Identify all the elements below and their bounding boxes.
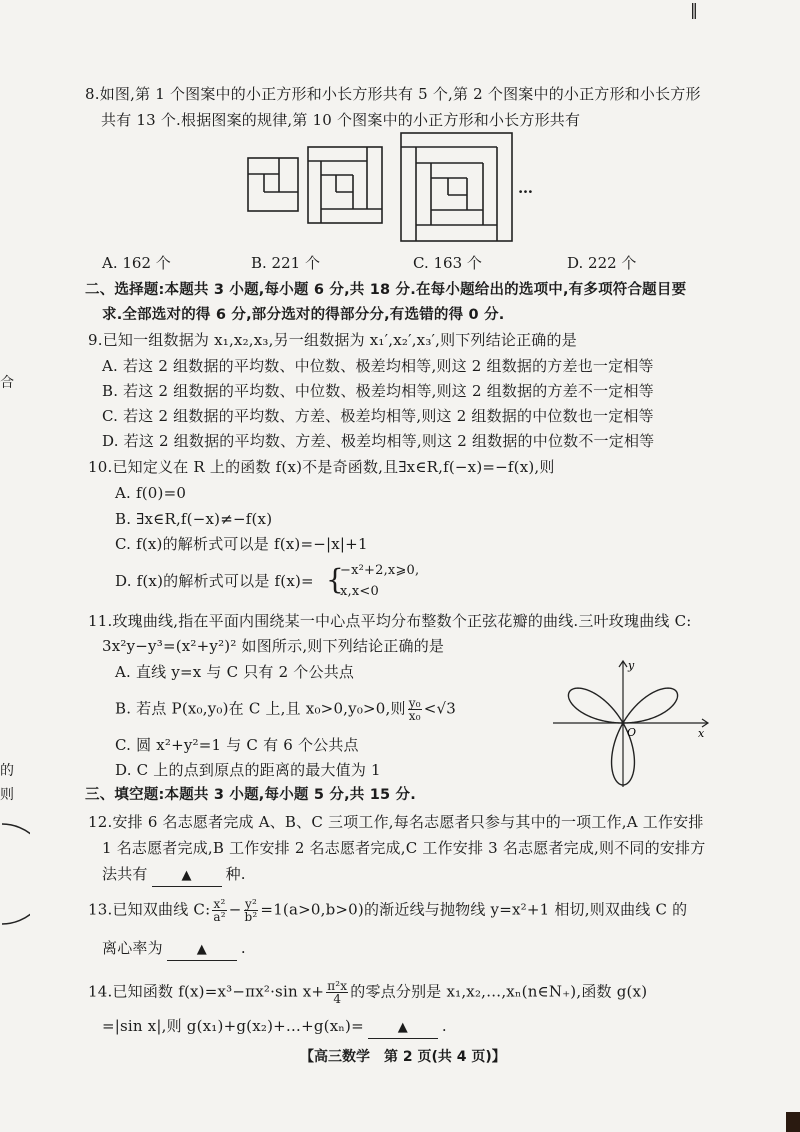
q13-line2 [102,938,246,961]
section3-heading: 三、填空题:本题共 3 小题,每小题 5 分,共 15 分. [85,787,416,803]
q13-post: =1(a>0,b>0)的渐近线与抛物线 y=x²+1 相切,则双曲线 C 的 [260,900,688,919]
q13-answer-triangle: ▲ [196,942,207,957]
margin-char-3: 则 [0,787,14,803]
margin-char-2: 的 [0,763,14,779]
q10-option-d-prefix: D. f(x)的解析式可以是 f(x)= [115,572,314,590]
q12-answer-triangle: ▲ [181,868,192,883]
q13-answer-blank [167,938,237,961]
q14-line2-post: . [441,1017,447,1035]
q10-option-a: A. f(0)=0 [115,484,187,502]
scan-corner-shadow [786,1112,800,1132]
q14-line2 [102,1016,447,1039]
q11-option-c: C. 圆 x²+y²=1 与 C 有 6 个公共点 [115,736,359,754]
q9-stem: 9.已知一组数据为 x₁,x₂,x₃,另一组数据为 x₁′,x₂′,x₃′,则下列结论正确的是 [88,331,577,349]
q14-frac-numerator: π²x [327,979,348,993]
q13-line1 [88,898,687,923]
q11-option-a: A. 直线 y=x 与 C 只有 2 个公共点 [115,663,355,681]
q11-rose-curve-graph [548,655,718,795]
q11-option-b-post: <√3 [423,699,457,718]
q8-option-a: A. 162 个 [102,254,171,272]
q12-line3 [102,864,246,887]
q10-option-c: C. f(x)的解析式可以是 f(x)=−|x|+1 [115,535,368,553]
q14-line2-pre: =|sin x|,则 g(x₁)+g(x₂)+…+g(xₙ)= [102,1017,364,1035]
q10-option-d-case2: x,x<0 [340,584,379,599]
q9-option-c: C. 若这 2 组数据的平均数、方差、极差均相等,则这 2 组数据的中位数也一定相等 [102,407,654,425]
q13-f1-denominator: a² [213,910,226,924]
q12-answer-blank [152,864,222,887]
q13-minus: − [228,900,242,919]
pattern-2 [308,147,382,223]
q11-fraction-numerator: y₀ [408,696,421,710]
q10-stem: 10.已知定义在 R 上的函数 f(x)不是奇函数,且∃x∈R,f(−x)=−f(x),则 [88,458,555,476]
y-axis-label: y [628,659,635,672]
q8-option-c: C. 163 个 [413,254,482,272]
q8-option-d: D. 222 个 [567,254,637,272]
pattern-1 [248,158,298,211]
q12-line3-pre: 法共有 [102,865,148,883]
q13-f2-denominator: b² [244,910,258,924]
q11-option-b [115,697,456,722]
q9-option-d: D. 若这 2 组数据的平均数、方差、极差均相等,则这 2 组数据的中位数不一定相等 [102,432,655,450]
q14-fraction [326,980,348,1005]
q11-option-b-pre: B. 若点 P(x₀,y₀)在 C 上,且 x₀>0,y₀>0,则 [115,699,406,718]
margin-arc-fragment [0,820,30,930]
q10-option-d-case1: −x²+2,x⩾0, [340,563,420,578]
q13-line2-pre: 离心率为 [102,939,163,957]
q8-pattern-figure [245,130,545,245]
q14-answer-triangle: ▲ [397,1020,408,1035]
q13-f1-numerator: x² [213,897,226,911]
q13-line2-post: . [240,939,246,957]
q10-option-b: B. ∃x∈R,f(−x)≠−f(x) [115,510,273,528]
q8-line1: 8.如图,第 1 个图案中的小正方形和小长方形共有 5 个,第 2 个图案中的小正方形和小长方形 [85,85,701,103]
q11-option-b-fraction [408,697,422,722]
page-footer: 【高三数学 第 2 页(共 4 页)】 [300,1049,506,1065]
section2-heading-line1: 二、选择题:本题共 3 小题,每小题 6 分,共 18 分.在每小题给出的选项中,有多项符合题目要 [85,282,687,298]
q13-f2-numerator: y² [244,897,257,911]
q12-line2: 1 名志愿者完成,B 工作安排 2 名志愿者完成,C 工作安排 3 名志愿者完成,则不同的安排方 [102,839,706,857]
q11-fraction-denominator: x₀ [408,709,421,723]
q9-option-b: B. 若这 2 组数据的平均数、中位数、极差均相等,则这 2 组数据的方差不一定相等 [102,382,654,400]
q12-line1: 12.安排 6 名志愿者完成 A、B、C 三项工作,每名志愿者只参与其中的一项工作,A 工作安排 [88,813,704,831]
q14-answer-blank [368,1016,438,1039]
q10-piecewise-brace: { [326,563,345,596]
pattern-3 [401,133,512,241]
q12-line3-post: 种. [225,865,246,883]
q8-line2: 共有 13 个.根据图案的规律,第 10 个图案中的小正方形和小长方形共有 [101,111,581,129]
q14-pre: 14.已知函数 f(x)=x³−πx²·sin x+ [88,982,325,1001]
q8-option-b: B. 221 个 [251,254,320,272]
q14-line1 [88,980,647,1005]
q11-option-d: D. C 上的点到原点的距离的最大值为 1 [115,761,381,779]
q14-post: 的零点分别是 x₁,x₂,…,xₙ(n∈N₊),函数 g(x) [350,982,648,1001]
q11-line1: 11.玫瑰曲线,指在平面内围绕某一中心点平均分布整数个正弦花瓣的曲线.三叶玫瑰曲线 C: [88,612,692,630]
q9-option-a: A. 若这 2 组数据的平均数、中位数、极差均相等,则这 2 组数据的方差也一定相等 [102,357,654,375]
margin-char-1: 合 [0,375,14,391]
q8-ellipsis: … [518,179,534,197]
x-axis-label: x [698,727,705,740]
top-edge-mark: ‖ [690,0,698,19]
q14-frac-denominator: 4 [333,992,342,1006]
origin-label: O [627,726,637,739]
q11-line2: 3x²y−y³=(x²+y²)² 如图所示,则下列结论正确的是 [102,637,445,655]
q13-pre: 13.已知双曲线 C: [88,900,211,919]
section2-heading-line2: 求.全部选对的得 6 分,部分选对的得部分分,有选错的得 0 分. [102,307,505,323]
q13-fraction-1 [212,898,226,923]
q13-fraction-2 [244,898,259,923]
